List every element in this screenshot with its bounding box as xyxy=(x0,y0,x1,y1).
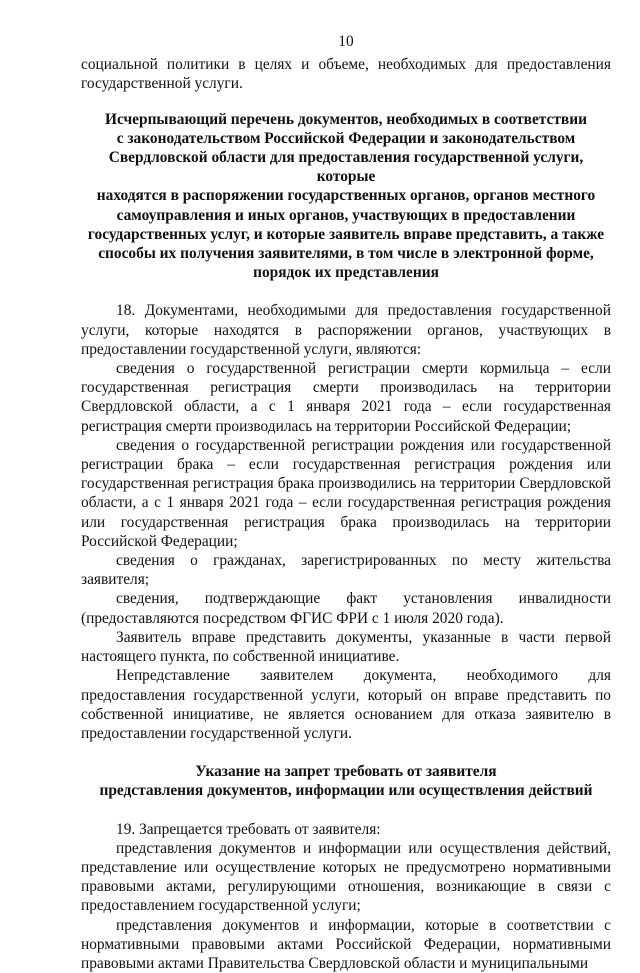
document-page xyxy=(81,32,611,973)
intro-paragraph: социальной политики в целях и объеме, необходимых для предоставления государственной услуги. xyxy=(81,56,611,93)
list-item-death-registration: сведения о государственной регистрации смерти кормильца – если государственная регистрация смерти производилась на территории Свердловской области, а с 1 января 2021 года – если государственная регистрация смерти производилась на территории Российской Федерации; xyxy=(81,360,611,435)
list-item-not-provided-by-law: представления документов и информации или осуществления действий, представление или осуществление которых не предусмотрено нормативными правовыми актами, регулирующими отношения, возникающие в связи с предоставлением государственной услуги; xyxy=(81,839,611,915)
list-item-disability: сведения, подтверждающие факт установления инвалидности (предоставляются посредством ФГИС ФРИ с 1 июля 2020 года). xyxy=(81,590,611,627)
section2-heading-line: представления документов, информации или осуществления действий xyxy=(99,782,593,800)
section1-heading-line: Свердловской области для предоставления государственной услуги, которые xyxy=(108,149,584,186)
section1-heading-line: порядок их представления xyxy=(253,264,439,282)
section1-heading-line: Исчерпывающий перечень документов, необходимых в соответствии xyxy=(105,110,587,128)
section1-heading xyxy=(81,110,611,283)
list-item-held-by-authorities: представления документов и информации, которые в соответствии с нормативными правовыми актами Российской Федерации, нормативными правовыми актами Правительства Свердловской области и муниципальными xyxy=(81,916,611,972)
paragraph-19: 19. Запрещается требовать от заявителя: xyxy=(116,820,381,838)
section2-heading xyxy=(81,762,611,800)
section1-heading-line: находятся в распоряжении государственных органов, органов местного xyxy=(96,187,596,205)
section1-heading-line: способы их получения заявителями, в том числе в электронной форме, xyxy=(98,245,594,263)
list-item-birth-marriage-registration: сведения о государственной регистрации рождения или государственной регистрации брака – если государственная регистрация рождения или государственная регистрация брака производились на территории Свердловской области, а с 1 января 2021 года – если государственная регистрация рождения или государственная регистрация брака производилась на территории Российской Федерации; xyxy=(81,436,611,550)
page-number: 10 xyxy=(338,33,354,50)
section1-heading-line: с законодательством Российской Федерации и законодательством xyxy=(116,129,576,147)
section1-heading-line: самоуправления и иных органов, участвующих в предоставлении xyxy=(116,206,576,224)
list-item-residence-registration: сведения о гражданах, зарегистрированных по месту жительства заявителя; xyxy=(81,552,611,589)
paragraph-non-submission: Непредставление заявителем документа, необходимого для предоставления государственной услуги, который он вправе представить по собственной инициативе, не является основанием для отказа заявителю в предоставлении государственной услуги. xyxy=(81,667,611,742)
paragraph-18: 18. Документами, необходимыми для предоставления государственной услуги, которые находятся в распоряжении органов, участвующих в предоставлении государственной услуги, являются: xyxy=(81,302,611,358)
section1-heading-line: государственных услуг, и которые заявитель вправе представить, а также xyxy=(87,225,605,243)
section2-heading-line: Указание на запрет требовать от заявителя xyxy=(195,763,497,781)
paragraph-own-initiative: Заявитель вправе представить документы, указанные в части первой настоящего пункта, по собственной инициативе. xyxy=(81,628,611,666)
